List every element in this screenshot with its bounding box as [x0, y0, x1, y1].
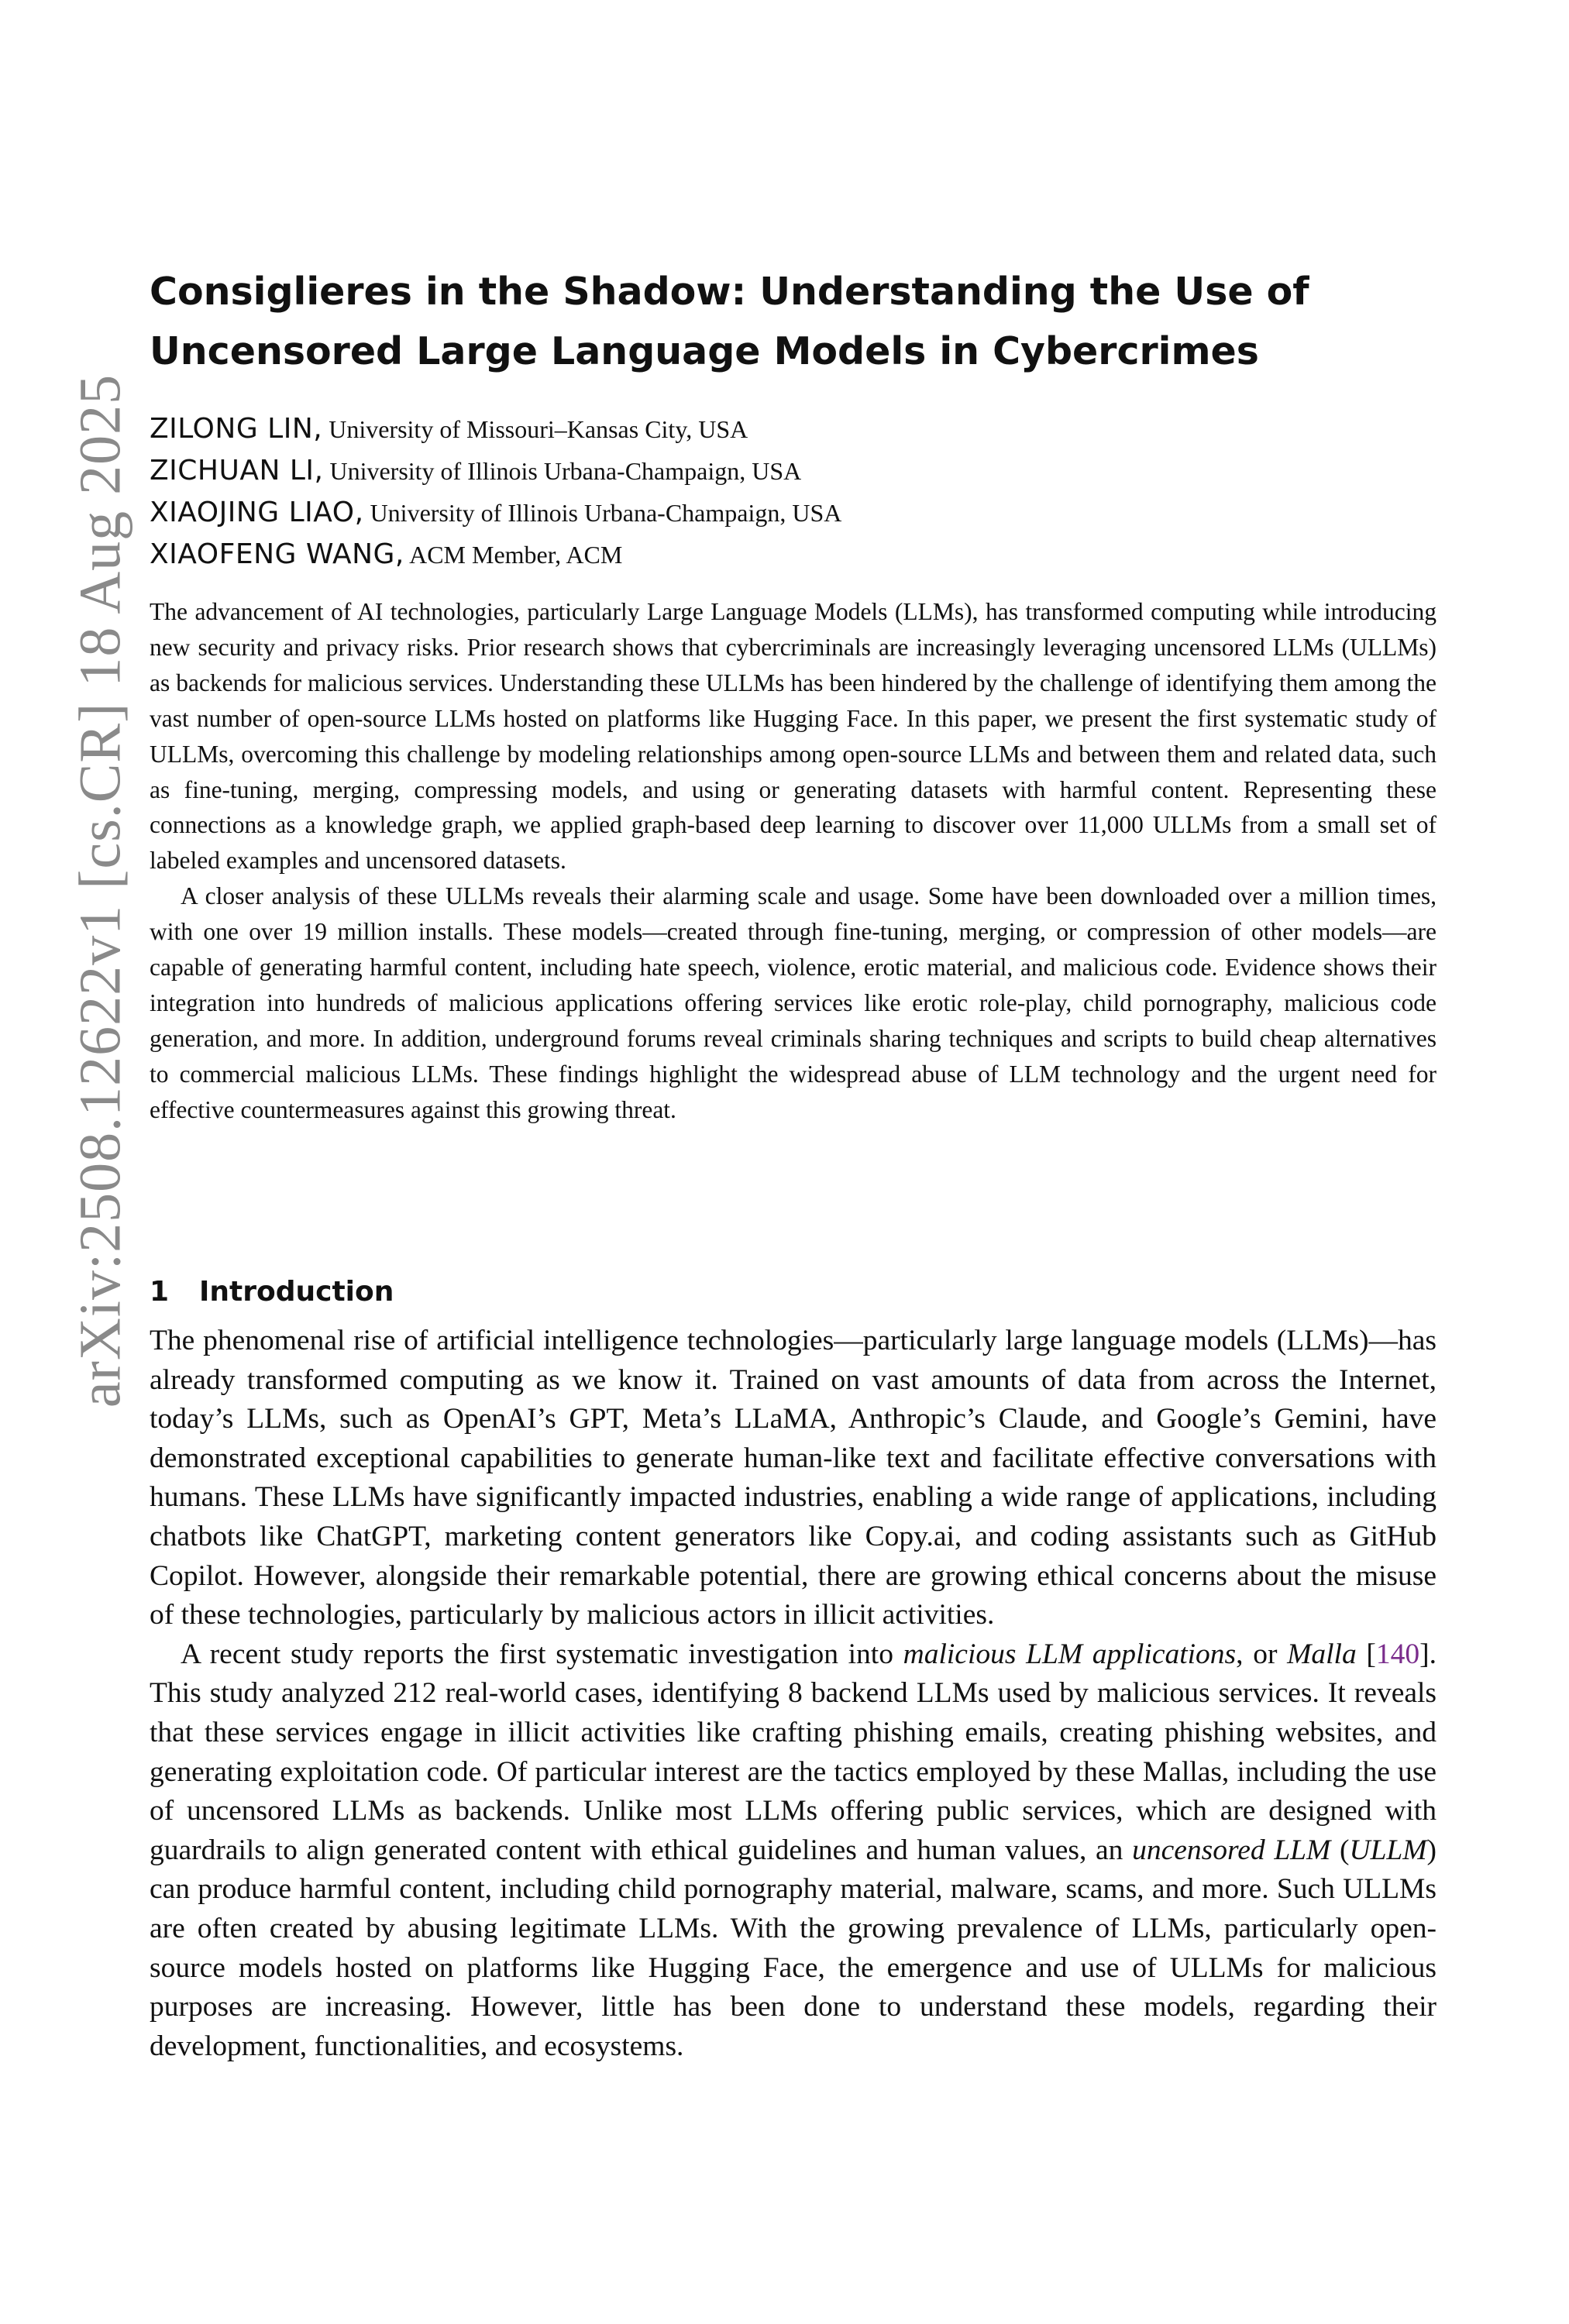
author-affiliation: University of Missouri–Kansas City, USA [322, 415, 748, 443]
intro-text: ) can produce harmful content, including child pornography material, malware, scams, and more. Such ULLMs are often created by abusing legitimate LLMs. With the growing prevalence of LLMs, particularly open-source models hosted on platforms like Hugging Face, the emergence and use of ULLMs for malicious purposes are increasing. However, little has been done to understand these models, regarding their development, functionalities, and ecosystems. [150, 1834, 1437, 2062]
arxiv-identifier: arXiv:2508.12622v1 [cs.CR] 18 Aug 2025 [67, 373, 133, 1408]
intro-text: ]. This study analyzed 212 real-world cases, identifying 8 backend LLMs used by malicious services. It reveals that these services engage in illicit activities like crafting phishing emails, creating phishing websites, and generating exploitation code. Of particular interest are the tactics employed by these Mallas, including the use of uncensored LLMs as backends. Unlike most LLMs offering public services, which are designed with guardrails to align generated content with ethical guidelines and human values, an [150, 1638, 1437, 1866]
author-name: ZILONG LIN, [150, 413, 323, 445]
paper-title [150, 262, 1467, 381]
author-affiliation: ACM Member, ACM [404, 541, 623, 569]
author-entry [150, 534, 1467, 576]
term-malla: Malla [1287, 1638, 1357, 1670]
intro-text: [ [1356, 1638, 1376, 1670]
author-list [150, 408, 1467, 576]
intro-text: , or [1236, 1638, 1288, 1670]
author-name: XIAOFENG WANG, [150, 538, 404, 570]
author-affiliation: University of Illinois Urbana-Champaign, USA [323, 457, 802, 485]
abstract-paragraph-1: The advancement of AI technologies, particularly Large Language Models (LLMs), has transformed computing while introducing new security and privacy risks. Prior research shows that cybercriminals are increasingly leveraging uncensored LLMs (ULLMs) as backends for malicious services. Understanding these ULLMs has been hindered by the challenge of identifying them among the vast number of open-source LLMs hosted on platforms like Hugging Face. In this paper, we present the first systematic study of ULLMs, overcoming this challenge by modeling relationships among open-source LLMs and between them and related data, such as fine-tuning, merging, compressing models, and using or generating datasets with harmful content. Representing these connections as a knowledge graph, we applied graph-based deep learning to discover over 11,000 ULLMs from a small set of labeled examples and uncensored datasets. [150, 598, 1437, 875]
author-name: ZICHUAN LI, [150, 455, 324, 486]
section-title: Introduction [199, 1276, 394, 1308]
term-uncensored-llm: uncensored LLM [1132, 1834, 1331, 1866]
author-entry [150, 408, 1467, 450]
author-entry [150, 450, 1467, 492]
intro-text: ( [1330, 1834, 1350, 1866]
author-entry [150, 492, 1467, 534]
intro-paragraph-1: The phenomenal rise of artificial intelligence technologies—particularly large language models (LLMs)—has already transformed computing as we know it. Trained on vast amounts of data from across the Internet, today’s LLMs, such as OpenAI’s GPT, Meta’s LLaMA, Anthropic’s Claude, and Google’s Gemini, have demonstrated exceptional capabilities to generate human-like text and facilitate effective conversations with humans. These LLMs have significantly impacted industries, enabling a wide range of applications, including chatbots like ChatGPT, marketing content generators like Copy.ai, and coding assistants such as GitHub Copilot. However, alongside their remarkable potential, there are growing ethical concerns about the misuse of these technologies, particularly by malicious actors in illicit activities. [150, 1325, 1437, 1631]
abstract [150, 594, 1437, 1128]
intro-text: A recent study reports the first systematic investigation into [181, 1638, 903, 1670]
term-malicious-llm-applications: malicious LLM applications [903, 1638, 1237, 1670]
title-line-2: Uncensored Large Language Models in Cybercrimes [150, 329, 1259, 373]
author-name: XIAOJING LIAO, [150, 497, 364, 528]
intro-paragraph-2 [150, 1635, 1437, 2067]
section-number: 1 [150, 1276, 170, 1308]
abstract-paragraph-2: A closer analysis of these ULLMs reveals their alarming scale and usage. Some have been downloaded over a million times, with one over 19 million installs. These models—created through fine-tuning, merging, or compression of other models—are capable of generating harmful content, including hate speech, violence, erotic material, and malicious code. Evidence shows their integration into hundreds of malicious applications offering services like erotic role-play, child pornography, malicious code generation, and more. In addition, underground forums reveal criminals sharing techniques and scripts to build cheap alternatives to commercial malicious LLMs. These findings highlight the widespread abuse of LLM technology and the urgent need for effective countermeasures against this growing threat. [150, 882, 1437, 1123]
citation-link[interactable]: 140 [1375, 1638, 1420, 1670]
introduction-body [150, 1322, 1437, 2066]
term-ullm: ULLM [1349, 1834, 1427, 1866]
section-heading-introduction [150, 1274, 394, 1310]
author-affiliation: University of Illinois Urbana-Champaign, USA [363, 499, 842, 527]
title-line-1: Consiglieres in the Shadow: Understanding the Use of [150, 270, 1309, 314]
